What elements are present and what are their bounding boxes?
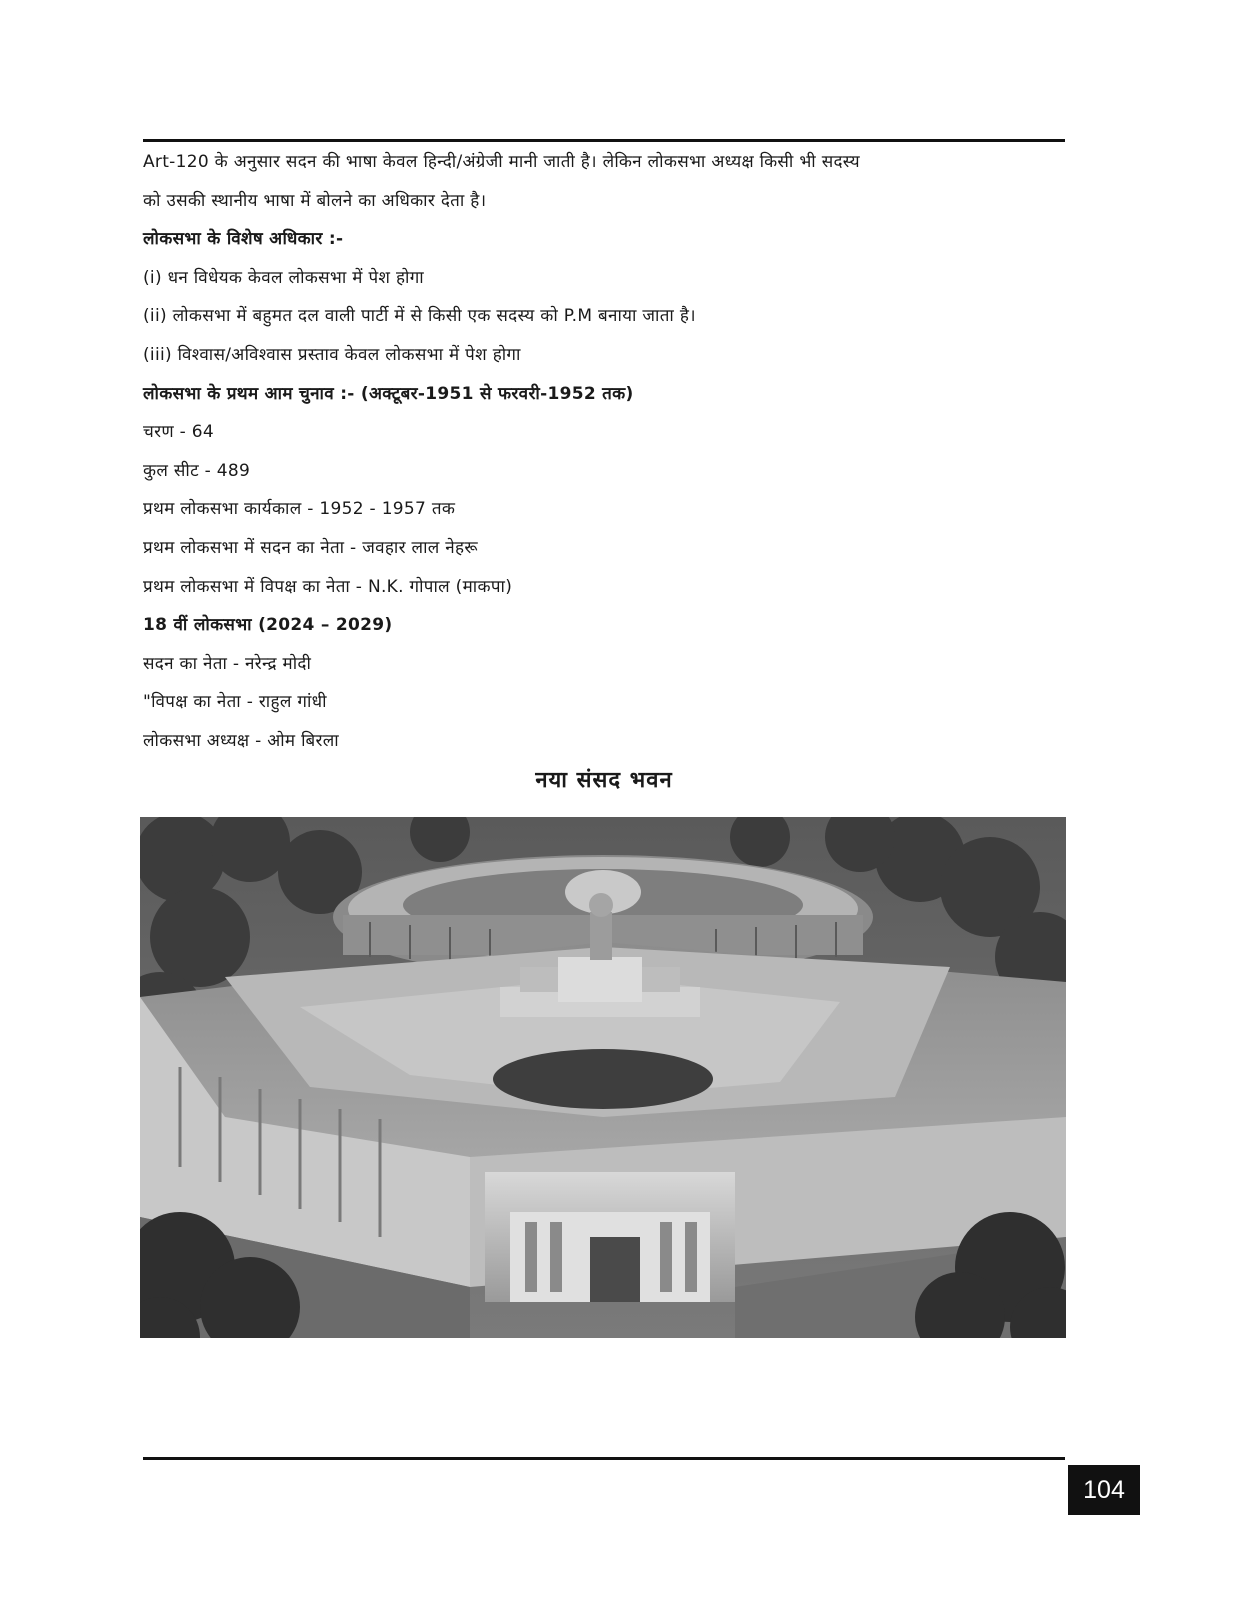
first-opposition-leader-line: प्रथम लोकसभा में विपक्ष का नेता - N.K. गोपाल (माकपा): [143, 576, 513, 597]
opposition-leader-line: "विपक्ष का नेता - राहुल गांधी: [143, 692, 327, 713]
speaker-line: लोकसभा अध्यक्ष - ओम बिरला: [143, 730, 339, 751]
top-rule: [143, 139, 1065, 142]
special-power-item-1: (i) धन विधेयक केवल लोकसभा में पेश होगा: [143, 267, 424, 288]
special-powers-heading: लोकसभा के विशेष अधिकार :-: [143, 229, 344, 250]
image-title: नया संसद भवन: [535, 768, 673, 793]
phases-line: चरण - 64: [143, 422, 215, 443]
new-parliament-photo: [140, 817, 1066, 1338]
page-number: 104: [1068, 1465, 1140, 1515]
art-120-text-line-1: Art-120 के अनुसार सदन की भाषा केवल हिन्दी/अंग्रेजी मानी जाती है। लेकिन लोकसभा अध्यक्ष किसी भी सदस्य: [143, 152, 860, 172]
bottom-rule: [143, 1457, 1065, 1460]
house-leader-line: सदन का नेता - नरेन्द्र मोदी: [143, 653, 312, 674]
special-power-item-3: (iii) विश्वास/अविश्वास प्रस्ताव केवल लोकसभा में पेश होगा: [143, 344, 521, 365]
art-120-text-line-2: को उसकी स्थानीय भाषा में बोलने का अधिकार देता है।: [143, 190, 487, 211]
special-power-item-2: (ii) लोकसभा में बहुमत दल वाली पार्टी में से किसी एक सदस्य को P.M बनाया जाता है।: [143, 306, 696, 327]
first-election-heading: लोकसभा के प्रथम आम चुनाव :- (अक्टूबर-1951 से फरवरी-1952 तक): [143, 383, 634, 404]
first-tenure-line: प्रथम लोकसभा कार्यकाल - 1952 - 1957 तक: [143, 499, 456, 520]
total-seats-line: कुल सीट - 489: [143, 460, 251, 481]
page-body: [143, 143, 1065, 761]
first-house-leader-line: प्रथम लोकसभा में सदन का नेता - जवहार लाल नेहरू: [143, 537, 478, 558]
eighteenth-lok-sabha-heading: 18 वीं लोकसभा (2024 – 2029): [143, 615, 393, 636]
